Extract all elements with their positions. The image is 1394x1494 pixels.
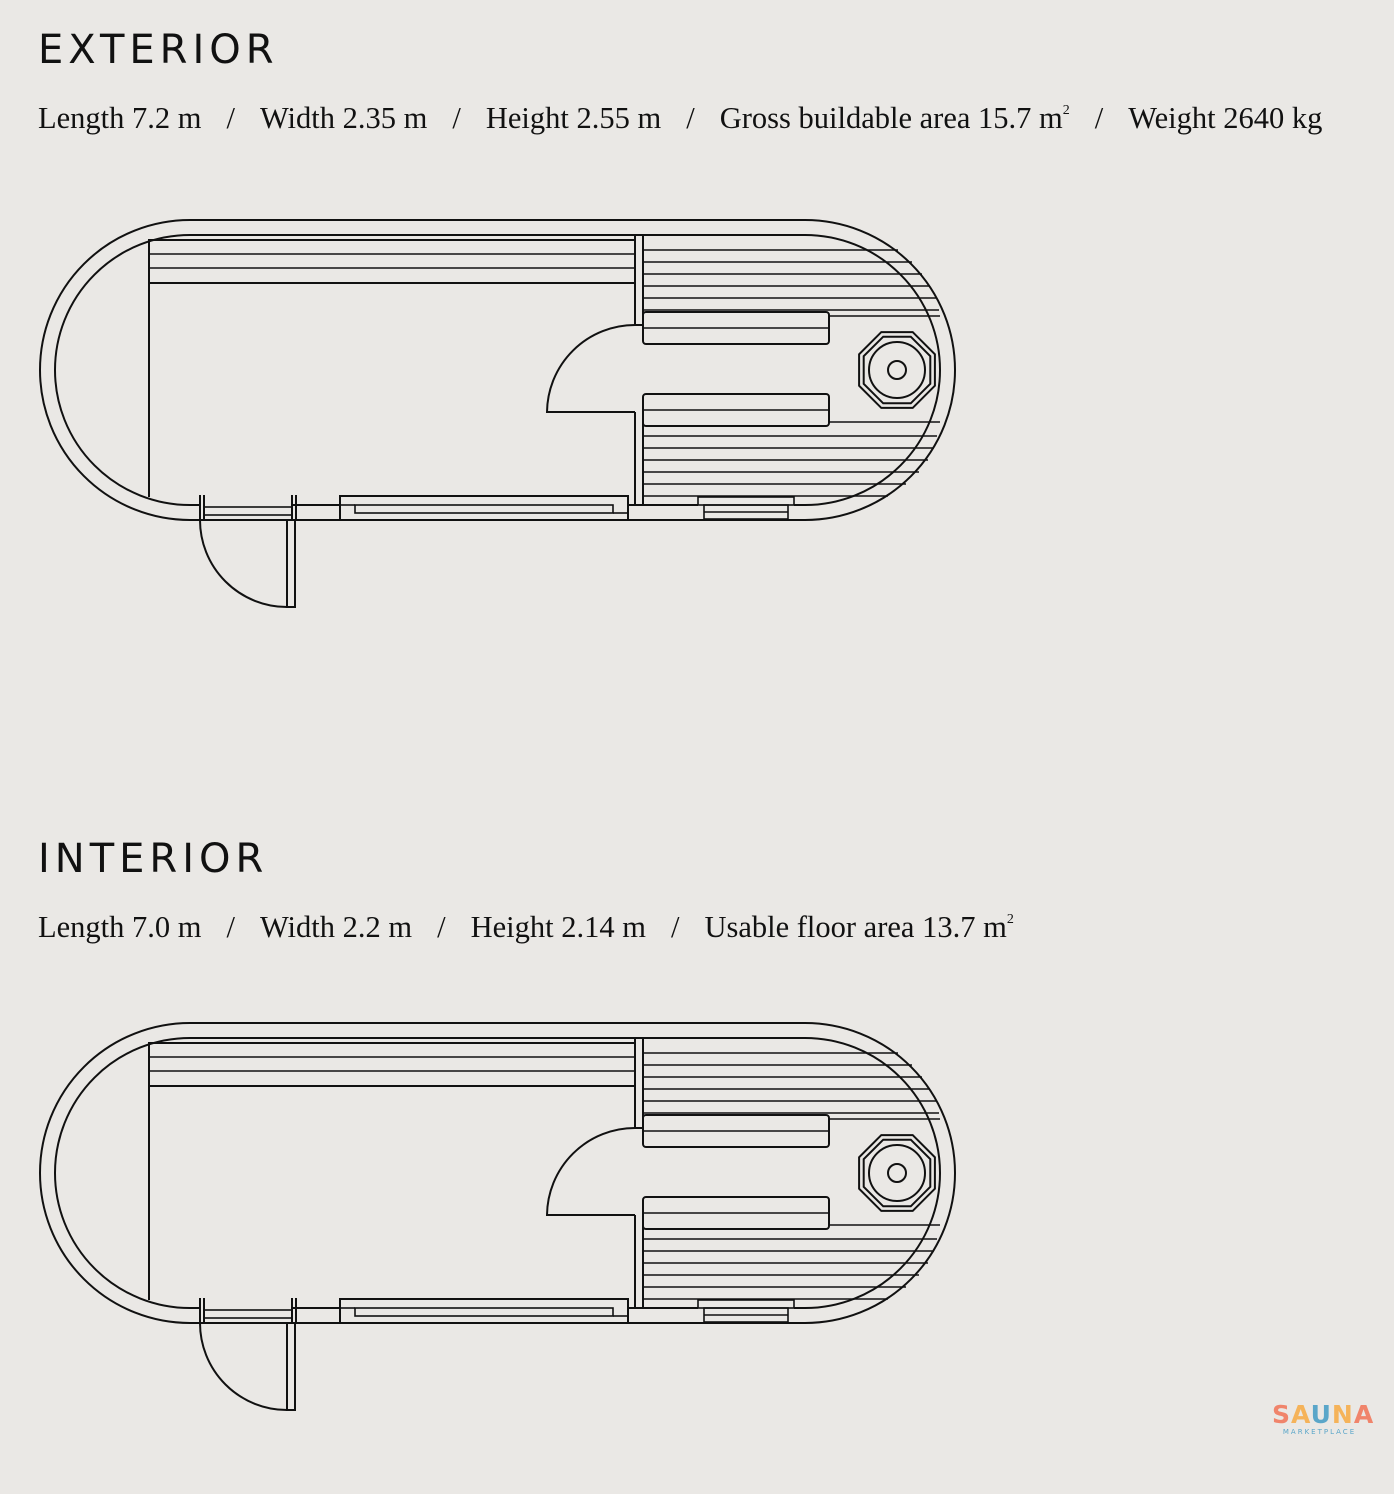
separator: /	[226, 910, 235, 944]
sauna-door-swing	[547, 1128, 635, 1215]
stove-center	[888, 361, 906, 379]
stove-inner	[864, 1140, 931, 1207]
interior-width: Width 2.2 m	[259, 910, 413, 944]
interior-length: Length 7.0 m	[38, 910, 202, 944]
separator: /	[1094, 101, 1104, 135]
logo-subtitle: MARKETPLACE	[1282, 1428, 1357, 1436]
inner-wall	[55, 1038, 940, 1308]
separator: /	[686, 101, 695, 135]
interior-area-exponent: 2	[1006, 912, 1014, 927]
sauna-marketplace-logo	[1272, 1400, 1375, 1437]
stove-top	[869, 1145, 925, 1201]
logo-letter: A	[1353, 1400, 1375, 1429]
separator: /	[437, 910, 446, 944]
door-leaf	[287, 520, 295, 607]
exterior-weight: Weight 2640 kg	[1128, 101, 1323, 135]
exterior-height: Height 2.55 m	[485, 101, 662, 135]
interior-floor-plan	[0, 1003, 960, 1423]
separator: /	[452, 101, 461, 135]
logo-letter: A	[1291, 1400, 1311, 1429]
logo-letter: N	[1331, 1400, 1354, 1429]
changing-room-bench	[149, 240, 635, 283]
interior-usable-area: Usable floor area 13.7 m	[704, 910, 1007, 944]
exterior-specs	[38, 98, 1322, 138]
exterior-heading: EXTERIOR	[38, 27, 279, 73]
stove-outer	[859, 1135, 935, 1211]
outer-wall	[40, 220, 955, 520]
exterior-floor-plan	[0, 200, 960, 620]
exterior-area-exponent: 2	[1062, 103, 1070, 118]
separator: /	[670, 910, 680, 944]
outer-wall	[40, 1023, 955, 1323]
stove-outer	[859, 332, 935, 408]
interior-section	[38, 833, 1014, 947]
logo-letter: U	[1310, 1400, 1332, 1429]
interior-heading: INTERIOR	[38, 836, 269, 882]
separator: /	[226, 101, 235, 135]
exterior-width: Width 2.35 m	[259, 101, 428, 135]
changing-room-bench	[149, 1043, 635, 1086]
exterior-length: Length 7.2 m	[38, 101, 202, 135]
stove-top	[869, 342, 925, 398]
door-leaf	[287, 1323, 295, 1410]
sauna-door-swing	[547, 325, 635, 412]
interior-height: Height 2.14 m	[470, 910, 646, 944]
exterior-gross-area: Gross buildable area 15.7 m	[719, 101, 1063, 135]
stove-inner	[864, 337, 931, 404]
door-swing	[200, 520, 287, 607]
logo-letter: S	[1272, 1400, 1292, 1429]
interior-specs	[38, 907, 1014, 947]
door-swing	[200, 1323, 287, 1410]
logo-wordmark	[1272, 1400, 1375, 1429]
stove-center	[888, 1164, 906, 1182]
exterior-section	[38, 24, 1322, 138]
inner-wall	[55, 235, 940, 505]
